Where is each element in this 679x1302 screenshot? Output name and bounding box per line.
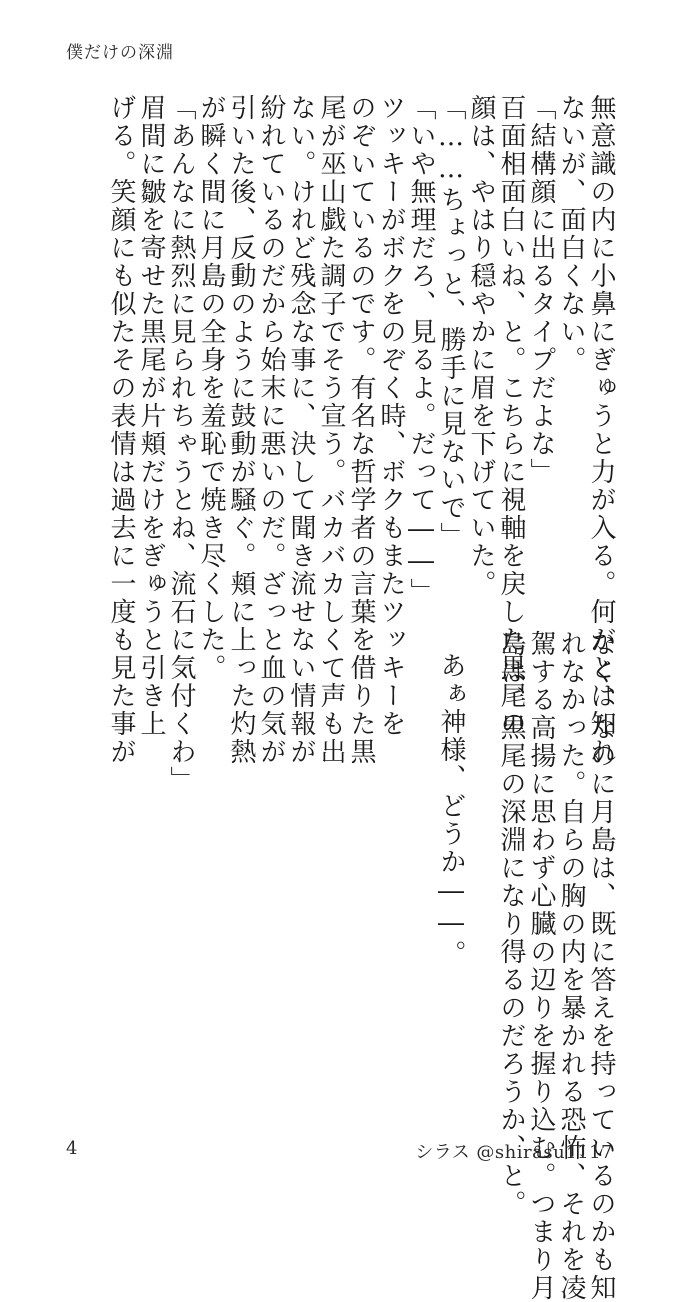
text-column: げる。笑顔にも似たその表情は過去に一度も見た事が — [106, 94, 136, 766]
text-column: 駕する高揚に思わず心臓の辺りを握り込む。つまり月 — [526, 630, 556, 1302]
text-column: なく、なのに月島は、既に答えを持っているのかも知 — [586, 630, 616, 1302]
text-column: 紛れているのだから始末に悪いのだ。ざっと血の気が — [256, 94, 286, 766]
text-column: 島は、黒尾の深淵になり得るのだろうか、と。 — [496, 630, 526, 1218]
text-column: 顔は、やはり穏やかに眉を下げていた。 — [466, 94, 496, 598]
text-column: 尾が巫山戯た調子でそう宣う。バカバカしくて声も出 — [316, 94, 346, 766]
text-column: 「あんなに熱烈に見られちゃうとね、流石に気付くわ」 — [166, 94, 196, 794]
text-column: れなかった。自らの胸の内を暴かれる恐怖、それを凌 — [556, 630, 586, 1302]
text-column: 「……ちょっと、勝手に見ないで」 — [436, 94, 466, 550]
text-column: のぞいているのです。有名な哲学者の言葉を借りた黒 — [346, 94, 376, 766]
text-column: 「いや無理だろ、見るよ。だって――」 — [406, 94, 436, 606]
text-column: ツッキーがボクをのぞく時、ボクもまたツッキーを — [376, 94, 406, 738]
text-column: ない。けれど残念な事に、決して聞き流せない情報が — [286, 94, 316, 766]
text-column: 眉間に皺を寄せた黒尾が片頬だけをぎゅうと引き上 — [136, 94, 166, 738]
header-title: 僕だけの深淵 — [66, 43, 174, 63]
text-column: 百面相面白いね、と。こちらに視軸を戻した黒尾の — [496, 94, 526, 738]
text-column: が瞬く間に月島の全身を羞恥で焼き尽くした。 — [196, 94, 226, 682]
text-column: あぁ神様、どうか――。 — [436, 652, 466, 968]
text-column: 引いた後、反動のように鼓動が騒ぐ。頬に上った灼熱 — [226, 94, 256, 766]
page-number: 4 — [66, 1138, 78, 1159]
text-column: ないが、面白くない。 — [556, 94, 586, 374]
text-column: 「結構顔に出るタイプだよな」 — [526, 94, 556, 486]
text-column: 無意識の内に小鼻にぎゅうと力が入る。何がとは知れ — [586, 94, 616, 766]
author-credit: シラス @shirasu1117 — [415, 1142, 613, 1163]
